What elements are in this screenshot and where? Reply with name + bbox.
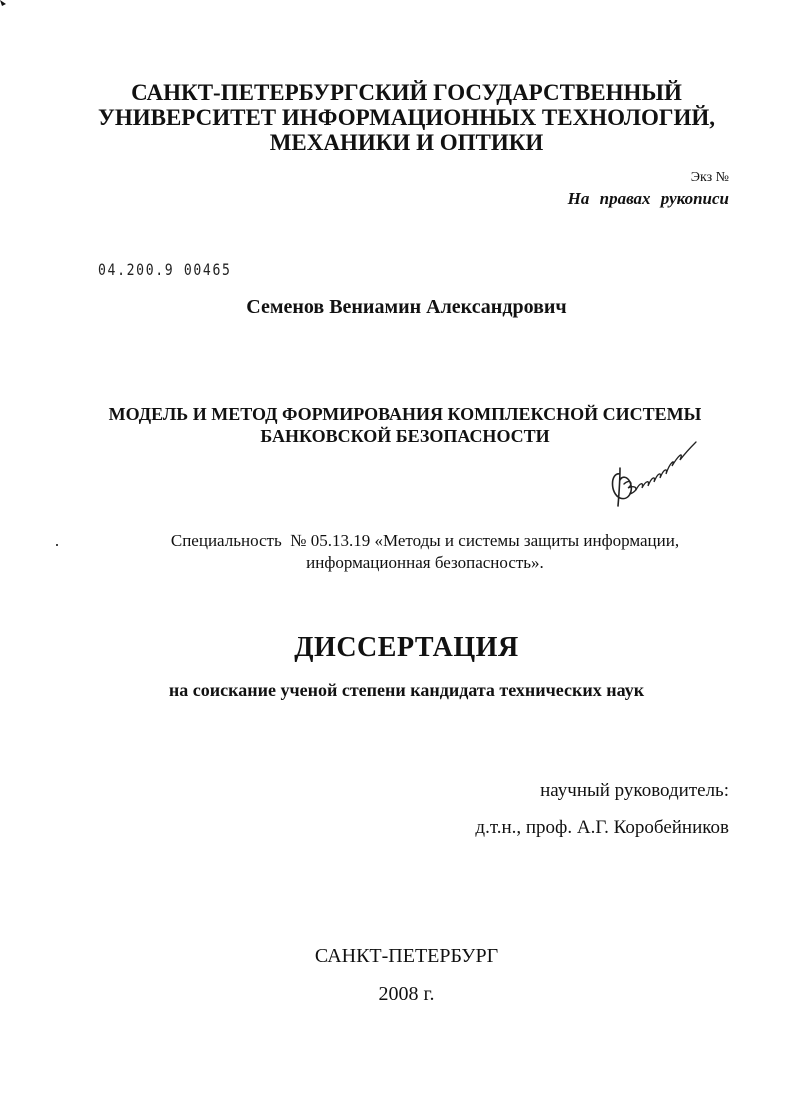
- scan-corner-mark: [0, 0, 6, 6]
- university-line-2: УНИВЕРСИТЕТ ИНФОРМАЦИОННЫХ ТЕХНОЛОГИЙ,: [97, 105, 716, 130]
- manuscript-rights: На правах рукописи: [567, 189, 729, 208]
- specialty-line-1: Специальность № 05.13.19 «Методы и системы защиты информации,: [170, 531, 680, 550]
- thesis-title-line-2: БАНКОВСКОЙ БЕЗОПАСНОСТИ: [260, 426, 550, 446]
- document-type: ДИССЕРТАЦИЯ: [294, 632, 519, 663]
- copy-number: Экз №: [690, 170, 729, 185]
- degree-statement: на соискание ученой степени кандидата технических наук: [168, 680, 645, 700]
- supervisor-name: д.т.н., проф. А.Г. Коробейников: [475, 817, 729, 838]
- library-stamp: 04.200.9 00465: [98, 260, 232, 279]
- scan-speck: [56, 544, 58, 546]
- supervisor-label: научный руководитель:: [540, 780, 729, 801]
- author-name: Семенов Вениамин Александрович: [246, 296, 567, 318]
- university-name: [60, 80, 753, 155]
- city: САНКТ-ПЕТЕРБУРГ: [314, 945, 499, 967]
- specialty-line-2: информационная безопасность».: [306, 553, 544, 572]
- handwritten-signature: [606, 432, 706, 512]
- university-line-1: САНКТ-ПЕТЕРБУРГСКИЙ ГОСУДАРСТВЕННЫЙ: [131, 80, 682, 105]
- year: 2008 г.: [378, 983, 435, 1005]
- thesis-title-line-1: МОДЕЛЬ И МЕТОД ФОРМИРОВАНИЯ КОМПЛЕКСНОЙ СИСТЕМЫ: [108, 404, 702, 424]
- university-line-3: МЕХАНИКИ И ОПТИКИ: [269, 130, 544, 155]
- specialty: [110, 530, 740, 574]
